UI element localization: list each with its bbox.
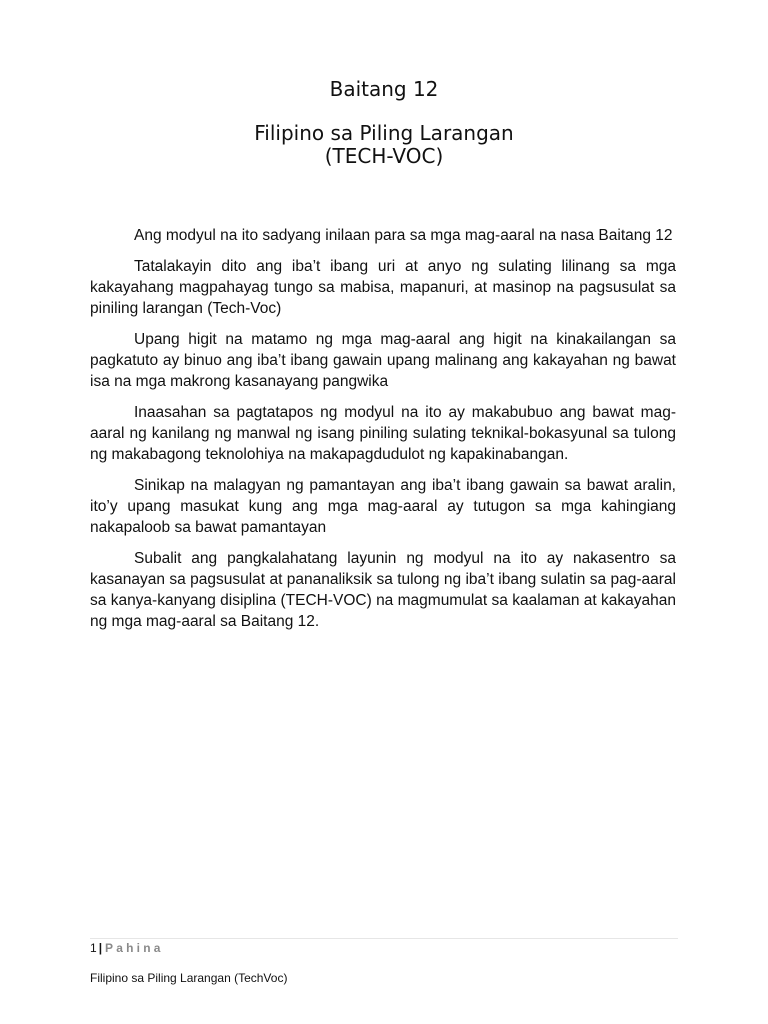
- body-text: [90, 225, 676, 642]
- page-word: Pahina: [105, 941, 164, 955]
- track-title: (TECH-VOC): [324, 144, 444, 168]
- footer-divider: [90, 938, 678, 939]
- page-number: 1: [90, 941, 97, 955]
- paragraph-4: Inaasahan sa pagtatapos ng modyul na ito ay makabubuo ang bawat mag-aaral ng kanilang ng manwal ng isang piniling sulating teknikal-bokasyunal sa tulong ng makabagong teknolohiya na makapagdudulot ng kapakinabangan.: [90, 404, 676, 463]
- paragraph-2: Tatalakayin dito ang iba’t ibang uri at anyo ng sulating lilinang sa mga kakayahang magpahayag tungo sa mabisa, mapanuri, at masinop na pagsusulat sa piniling larangan (Tech-Voc): [90, 258, 676, 317]
- paragraph-3: Upang higit na matamo ng mga mag-aaral ang higit na kinakailangan sa pagkatuto ay binuo ang iba’t ibang gawain upang malinang ang kakayahan ng bawat isa na mga makrong kasanayang pangwika: [90, 331, 676, 390]
- paragraph-5: Sinikap na malagyan ng pamantayan ang iba’t ibang gawain sa bawat aralin, ito’y upang masukat kung ang mga mag-aaral ay tutugon sa mga kahingiang nakapaloob sa bawat pamantayan: [90, 477, 676, 536]
- document-title-block: [0, 78, 768, 168]
- subject-title: Filipino sa Piling Larangan: [254, 121, 514, 145]
- page-separator: |: [98, 941, 103, 955]
- page-number-footer: [90, 940, 164, 956]
- footer-document-title: Filipino sa Piling Larangan (TechVoc): [90, 971, 288, 985]
- paragraph-1: Ang modyul na ito sadyang inilaan para sa mga mag-aaral na nasa Baitang 12: [134, 227, 673, 244]
- paragraph-6: Subalit ang pangkalahatang layunin ng modyul na ito ay nakasentro sa kasanayan sa pagsusulat at pananaliksik sa tulong ng iba’t ibang sulatin sa pag-aaral sa kanya-kanyang disiplina (TECH-VOC) na magmumulat sa kaalaman at kakayahan ng mga mag-aaral sa Baitang 12.: [90, 550, 676, 630]
- grade-title: Baitang 12: [329, 77, 439, 101]
